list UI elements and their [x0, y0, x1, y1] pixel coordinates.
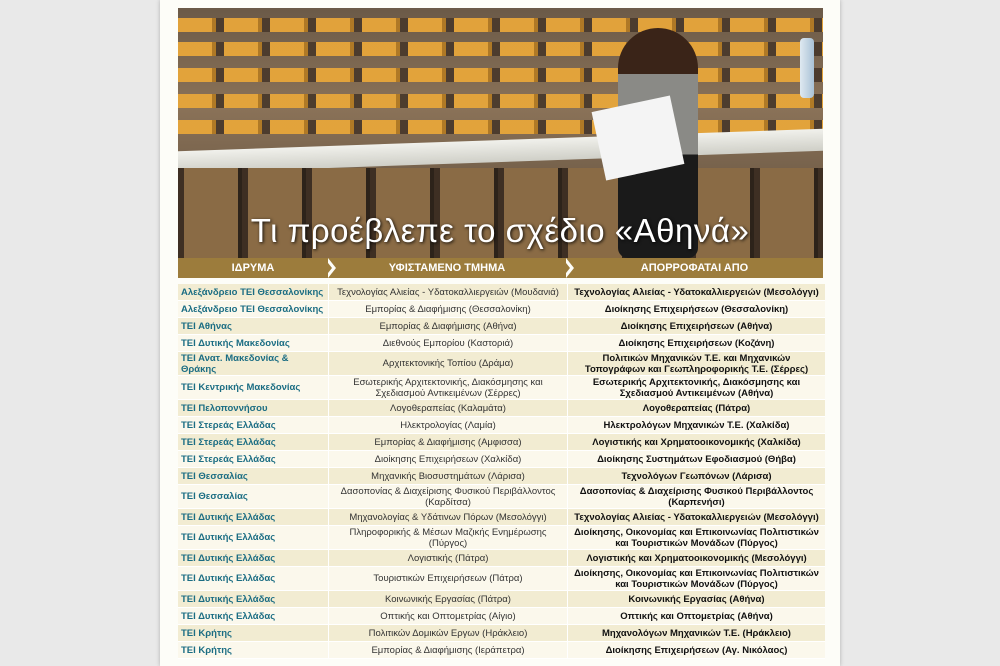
table-row [178, 301, 825, 318]
absorbed-by-cell: Δασοπονίας & Διαχείρισης Φυσικού Περιβάλλοντος (Καρπενήσι) [568, 485, 826, 509]
table-row [178, 509, 825, 526]
table-row [178, 550, 825, 567]
table-row [178, 352, 825, 376]
table-row [178, 567, 825, 591]
department-cell: Εσωτερικής Αρχιτεκτονικής, Διακόσμησης και Σχεδιασμού Αντικειμένων (Σέρρες) [329, 376, 568, 400]
table-row [178, 335, 825, 352]
institution-cell: Αλεξάνδρειο ΤΕΙ Θεσσαλονίκης [178, 284, 329, 301]
department-cell: Εμπορίας & Διαφήμισης (Αθήνα) [329, 318, 568, 335]
institution-cell: ΤΕΙ Θεσσαλίας [178, 485, 329, 509]
absorbed-by-cell: Διοίκησης, Οικονομίας και Επικοινωνίας Πολιτιστικών και Τουριστικών Μονάδων (Πύργος) [568, 567, 826, 591]
absorbed-by-cell: Διοίκησης Συστημάτων Εφοδιασμού (Θήβα) [568, 451, 826, 468]
institution-cell: ΤΕΙ Στερεάς Ελλάδας [178, 451, 329, 468]
absorbed-by-cell: Λογιστικής και Χρηματοοικονομικής (Χαλκίδα) [568, 434, 826, 451]
absorbed-by-cell: Διοίκησης Επιχειρήσεων (Κοζάνη) [568, 335, 826, 352]
table-row [178, 468, 825, 485]
table-row [178, 608, 825, 625]
water-bottle [800, 38, 814, 98]
desk-with-papers [178, 129, 823, 174]
table-header [178, 258, 823, 278]
department-cell: Διεθνούς Εμπορίου (Καστοριά) [329, 335, 568, 352]
department-cell: Δασοπονίας & Διαχείρισης Φυσικού Περιβάλλοντος (Καρδίτσα) [329, 485, 568, 509]
merger-table [178, 284, 825, 659]
table-row [178, 642, 825, 659]
institution-cell: ΤΕΙ Δυτικής Ελλάδας [178, 608, 329, 625]
department-cell: Πολιτικών Δομικών Εργων (Ηράκλειο) [329, 625, 568, 642]
column-header-institution [178, 258, 328, 278]
department-cell: Αρχιτεκτονικής Τοπίου (Δράμα) [329, 352, 568, 376]
absorbed-by-cell: Διοίκησης Επιχειρήσεων (Αγ. Νικόλαος) [568, 642, 826, 659]
table-row [178, 625, 825, 642]
department-cell: Μηχανολογίας & Υδάτινων Πόρων (Μεσολόγγι) [329, 509, 568, 526]
absorbed-by-cell: Λογιστικής και Χρηματοοικονομικής (Μεσολόγγι) [568, 550, 826, 567]
department-cell: Ηλεκτρολογίας (Λαμία) [329, 417, 568, 434]
column-header-department [328, 258, 566, 278]
table-row [178, 526, 825, 550]
seat-row [178, 18, 823, 32]
table-row [178, 434, 825, 451]
institution-cell: ΤΕΙ Δυτικής Ελλάδας [178, 509, 329, 526]
table-row [178, 485, 825, 509]
seat-row [178, 94, 823, 108]
department-cell: Εμπορίας & Διαφήμισης (Θεσσαλονίκη) [329, 301, 568, 318]
table-row [178, 284, 825, 301]
absorbed-by-cell: Πολιτικών Μηχανικών Τ.Ε. και Μηχανικών Τοπογράφων και Γεωπληροφορικής Τ.Ε. (Σέρρες) [568, 352, 826, 376]
absorbed-by-cell: Διοίκησης, Οικονομίας και Επικοινωνίας Πολιτιστικών και Τουριστικών Μονάδων (Πύργος) [568, 526, 826, 550]
article-title: Τι προέβλεπε το σχέδιο «Αθηνά» [250, 212, 750, 249]
absorbed-by-cell: Κοινωνικής Εργασίας (Αθήνα) [568, 591, 826, 608]
department-cell: Λογιστικής (Πάτρα) [329, 550, 568, 567]
institution-cell: ΤΕΙ Στερεάς Ελλάδας [178, 434, 329, 451]
column-header-label: ΑΠΟΡΡΟΦΑΤΑΙ ΑΠΟ [640, 262, 749, 274]
table-row [178, 417, 825, 434]
column-header-label: ΥΦΙΣΤΑΜΕΝΟ ΤΜΗΜΑ [388, 262, 506, 274]
institution-cell: Αλεξάνδρειο ΤΕΙ Θεσσαλονίκης [178, 301, 329, 318]
department-cell: Εμπορίας & Διαφήμισης (Αμφισσα) [329, 434, 568, 451]
absorbed-by-cell: Οπτικής και Οπτομετρίας (Αθήνα) [568, 608, 826, 625]
absorbed-by-cell: Διοίκησης Επιχειρήσεων (Θεσσαλονίκη) [568, 301, 826, 318]
absorbed-by-cell: Λογοθεραπείας (Πάτρα) [568, 400, 826, 417]
table-row [178, 591, 825, 608]
department-cell: Τουριστικών Επιχειρήσεων (Πάτρα) [329, 567, 568, 591]
department-cell: Εμπορίας & Διαφήμισης (Ιεράπετρα) [329, 642, 568, 659]
institution-cell: ΤΕΙ Δυτικής Ελλάδας [178, 550, 329, 567]
institution-cell: ΤΕΙ Στερεάς Ελλάδας [178, 417, 329, 434]
table-row [178, 400, 825, 417]
newspaper-page [160, 0, 840, 666]
absorbed-by-cell: Εσωτερικής Αρχιτεκτονικής, Διακόσμησης και Σχεδιασμού Αντικειμένων (Αθήνα) [568, 376, 826, 400]
institution-cell: ΤΕΙ Κεντρικής Μακεδονίας [178, 376, 329, 400]
institution-cell: ΤΕΙ Δυτικής Ελλάδας [178, 591, 329, 608]
seat-row [178, 42, 823, 56]
department-cell: Οπτικής και Οπτομετρίας (Αίγιο) [329, 608, 568, 625]
table-row [178, 376, 825, 400]
arrow-separator [562, 258, 570, 278]
arrow-separator [324, 258, 332, 278]
column-header-label: ΙΔΡΥΜΑ [231, 262, 275, 274]
column-header-absorbed-by [566, 258, 823, 278]
institution-cell: ΤΕΙ Κρήτης [178, 642, 329, 659]
department-cell: Τεχνολογίας Αλιείας - Υδατοκαλλιεργειών (Μουδανιά) [329, 284, 568, 301]
institution-cell: ΤΕΙ Δυτικής Μακεδονίας [178, 335, 329, 352]
department-cell: Μηχανικής Βιοσυστημάτων (Λάρισα) [329, 468, 568, 485]
department-cell: Πληροφορικής & Μέσων Μαζικής Ενημέρωσης (Πύργος) [329, 526, 568, 550]
department-cell: Κοινωνικής Εργασίας (Πάτρα) [329, 591, 568, 608]
institution-cell: ΤΕΙ Αθήνας [178, 318, 329, 335]
institution-cell: ΤΕΙ Κρήτης [178, 625, 329, 642]
institution-cell: ΤΕΙ Ανατ. Μακεδονίας & Θράκης [178, 352, 329, 376]
absorbed-by-cell: Τεχνολόγων Γεωπόνων (Λάρισα) [568, 468, 826, 485]
department-cell: Διοίκησης Επιχειρήσεων (Χαλκίδα) [329, 451, 568, 468]
seat-row [178, 68, 823, 82]
institution-cell: ΤΕΙ Πελοποννήσου [178, 400, 329, 417]
institution-cell: ΤΕΙ Θεσσαλίας [178, 468, 329, 485]
absorbed-by-cell: Τεχνολογίας Αλιείας - Υδατοκαλλιεργειών (Μεσολόγγι) [568, 284, 826, 301]
absorbed-by-cell: Διοίκησης Επιχειρήσεων (Αθήνα) [568, 318, 826, 335]
table-row [178, 318, 825, 335]
department-cell: Λογοθεραπείας (Καλαμάτα) [329, 400, 568, 417]
absorbed-by-cell: Τεχνολογίας Αλιείας - Υδατοκαλλιεργειών (Μεσολόγγι) [568, 509, 826, 526]
institution-cell: ΤΕΙ Δυτικής Ελλάδας [178, 567, 329, 591]
table-row [178, 451, 825, 468]
absorbed-by-cell: Ηλεκτρολόγων Μηχανικών Τ.Ε. (Χαλκίδα) [568, 417, 826, 434]
institution-cell: ΤΕΙ Δυτικής Ελλάδας [178, 526, 329, 550]
absorbed-by-cell: Μηχανολόγων Μηχανικών Τ.Ε. (Ηράκλειο) [568, 625, 826, 642]
